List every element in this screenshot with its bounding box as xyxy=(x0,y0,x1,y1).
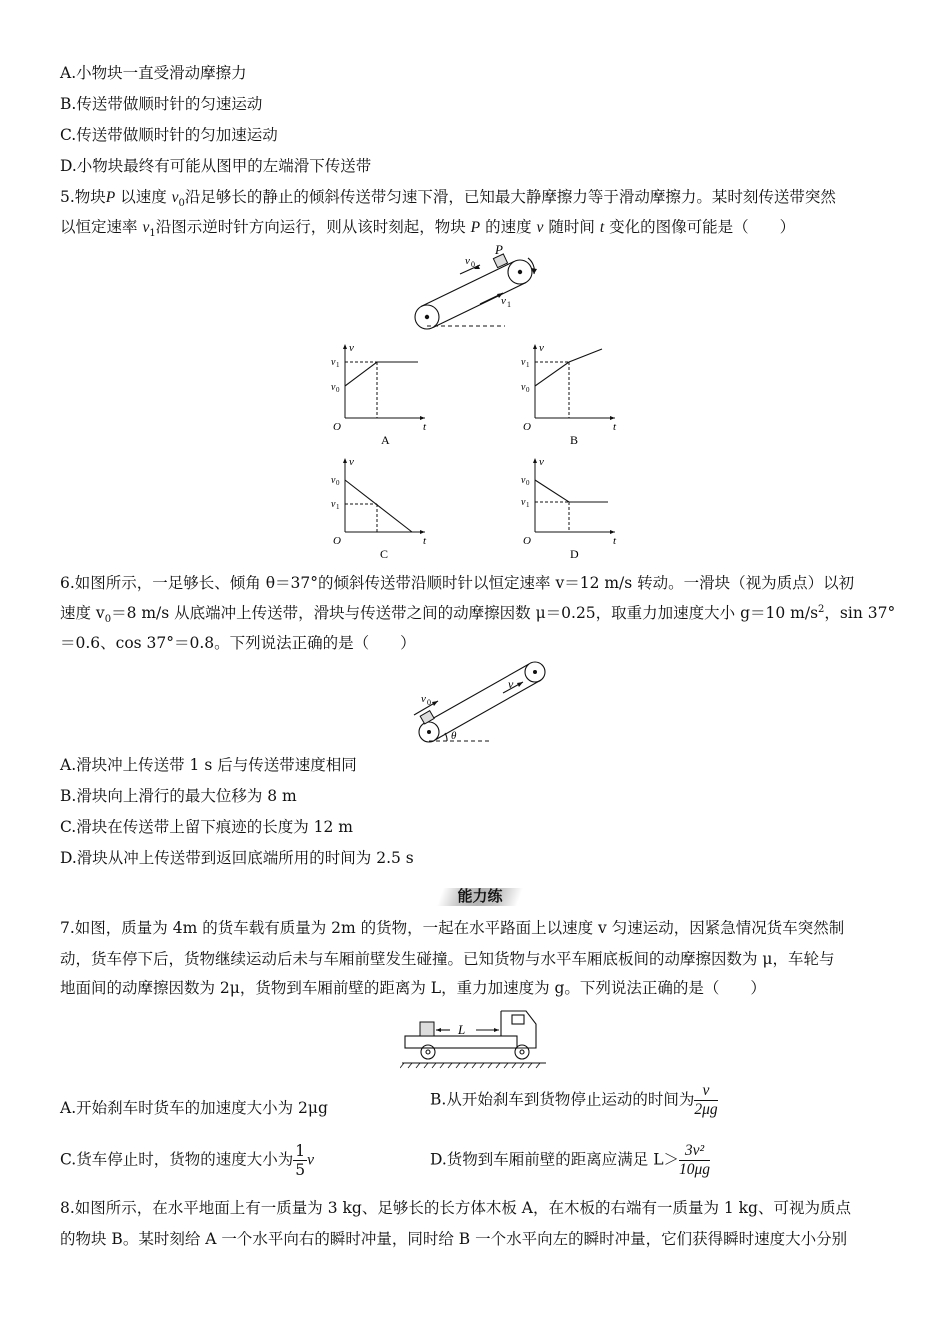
graph-label-a: A xyxy=(381,433,390,447)
q6-stem-line3: ＝0.6、cos 37°＝0.8。下列说法正确的是（ ） xyxy=(60,634,416,652)
q7-stem-line2: 动，货车停下后，货物继续运动后未与车厢前壁发生碰撞。已知货物与水平车厢底板间的动摩擦因数为 μ，车轮与 xyxy=(60,950,835,968)
svg-text:1: 1 xyxy=(526,501,530,509)
svg-text:t: t xyxy=(423,535,427,547)
q6-option-a: A.滑块冲上传送带 1 s 后与传送带速度相同 xyxy=(60,756,357,774)
graph-label-d: D xyxy=(570,547,579,561)
svg-text:t: t xyxy=(423,421,427,433)
svg-text:1: 1 xyxy=(526,361,530,369)
svg-text:v: v xyxy=(349,456,354,468)
svg-text:O: O xyxy=(523,535,531,547)
fig-label-l: L xyxy=(458,1022,466,1037)
svg-text:1: 1 xyxy=(507,300,511,309)
svg-text:0: 0 xyxy=(336,479,340,487)
q6-option-d: D.滑块从冲上传送带到返回底端所用的时间为 2.5 s xyxy=(60,849,414,867)
q7-option-a: A.开始刹车时货车的加速度大小为 2μg xyxy=(60,1099,328,1117)
q4-option-a: A.小物块一直受滑动摩擦力 xyxy=(60,64,247,82)
svg-text:0: 0 xyxy=(336,386,340,394)
q6-conveyor-figure xyxy=(405,660,555,746)
svg-text:t: t xyxy=(613,535,617,547)
q7-option-c: C.货车停止时，货物的速度大小为 $\frac{1}{5}$ v xyxy=(60,1142,315,1179)
svg-text:0: 0 xyxy=(526,479,530,487)
svg-text:v: v xyxy=(331,475,336,486)
q4-option-c: C.传送带做顺时针的匀加速运动 xyxy=(60,126,278,144)
q5-conveyor-figure xyxy=(400,244,560,336)
svg-text:1: 1 xyxy=(336,361,340,369)
q7-stem-line1: 7.如图，质量为 4m 的货车载有质量为 2m 的货物，一起在水平路面上以速度 v 匀速运动，因紧急情况货车突然制 xyxy=(60,919,845,937)
svg-text:v: v xyxy=(349,342,354,354)
q4-option-b: B.传送带做顺时针的匀速运动 xyxy=(60,95,263,113)
q7-truck-figure xyxy=(400,1006,550,1070)
svg-text:t: t xyxy=(613,421,617,433)
q4-option-d: D.小物块最终有可能从图甲的左端滑下传送带 xyxy=(60,157,372,175)
svg-text:0: 0 xyxy=(427,698,431,707)
fig-label-theta: θ xyxy=(451,730,457,742)
q5-graph-d xyxy=(515,454,625,566)
graph-label-c: C xyxy=(380,547,389,561)
svg-text:O: O xyxy=(333,421,341,433)
svg-text:v: v xyxy=(539,342,544,354)
q8-stem-line2: 的物块 B。某时刻给 A 一个水平向右的瞬时冲量，同时给 B 一个水平向左的瞬时冲量，它们获得瞬时速度大小分别 xyxy=(60,1230,848,1248)
q5-stem-line1: 5.物块P 以速度 $v_0$沿足够长的静止的倾斜传送带匀速下滑，已知最大静摩擦力等于滑动摩擦力。某时刻传送带突然 xyxy=(60,188,836,210)
fig-label-v0: v xyxy=(465,255,470,267)
q7-stem-line3: 地面间的动摩擦因数为 2μ，货物到车厢前壁的距离为 L，重力加速度为 g。下列说法正确的是（ ） xyxy=(60,979,766,997)
q5-graph-a xyxy=(325,340,435,452)
q7-option-d: D.货物到车厢前壁的距离应满足 L＞ $\frac{\text{3v²}}{10\mu g}$ xyxy=(430,1142,711,1178)
q6-option-c: C.滑块在传送带上留下痕迹的长度为 12 m xyxy=(60,818,354,836)
svg-text:v: v xyxy=(331,382,336,393)
section-heading: 能力练 xyxy=(440,884,520,908)
q8-stem-line1: 8.如图所示，在水平地面上有一质量为 3 kg、足够长的长方体木板 A，在木板的右端有一质量为 1 kg、可视为质点 xyxy=(60,1199,851,1217)
svg-text:v: v xyxy=(521,382,526,393)
graph-label-b: B xyxy=(570,433,579,447)
q5-stem-line2: 以恒定速率 $v_1$沿图示逆时针方向运行，则从该时刻起，物块 P 的速度 v 随时间 t 变化的图像可能是（ ） xyxy=(60,218,796,240)
q5-graph-b xyxy=(515,340,625,452)
fig-label-v0: v xyxy=(421,693,426,705)
svg-text:v: v xyxy=(521,497,526,508)
fig-label-p: P xyxy=(495,244,503,257)
fig-label-v1: v xyxy=(501,295,506,307)
svg-text:0: 0 xyxy=(471,260,475,269)
q6-option-b: B.滑块向上滑行的最大位移为 8 m xyxy=(60,787,297,805)
q7-option-b: B.从开始刹车到货物停止运动的时间为 $\frac{v}{2\mu g}$ xyxy=(430,1082,718,1118)
svg-text:v: v xyxy=(539,456,544,468)
svg-text:v: v xyxy=(521,357,526,368)
svg-text:v: v xyxy=(331,357,336,368)
q5-graph-c xyxy=(325,454,435,566)
fig-label-v: v xyxy=(508,677,514,691)
svg-text:1: 1 xyxy=(336,503,340,511)
svg-text:0: 0 xyxy=(526,386,530,394)
svg-text:v: v xyxy=(331,499,336,510)
svg-text:O: O xyxy=(333,535,341,547)
q6-stem-line2: 速度 $v_0=8$ m/s 从底端冲上传送带，滑块与传送带之间的动摩擦因数 μ＝0.25，取重力加速度大小 g＝10 $m/s^2$，sin 37° xyxy=(60,603,896,626)
svg-text:v: v xyxy=(521,475,526,486)
svg-text:O: O xyxy=(523,421,531,433)
q6-stem-line1: 6.如图所示，一足够长、倾角 θ＝37°的倾斜传送带沿顺时针以恒定速率 v＝12 m/s 转动。一滑块（视为质点）以初 xyxy=(60,574,855,592)
